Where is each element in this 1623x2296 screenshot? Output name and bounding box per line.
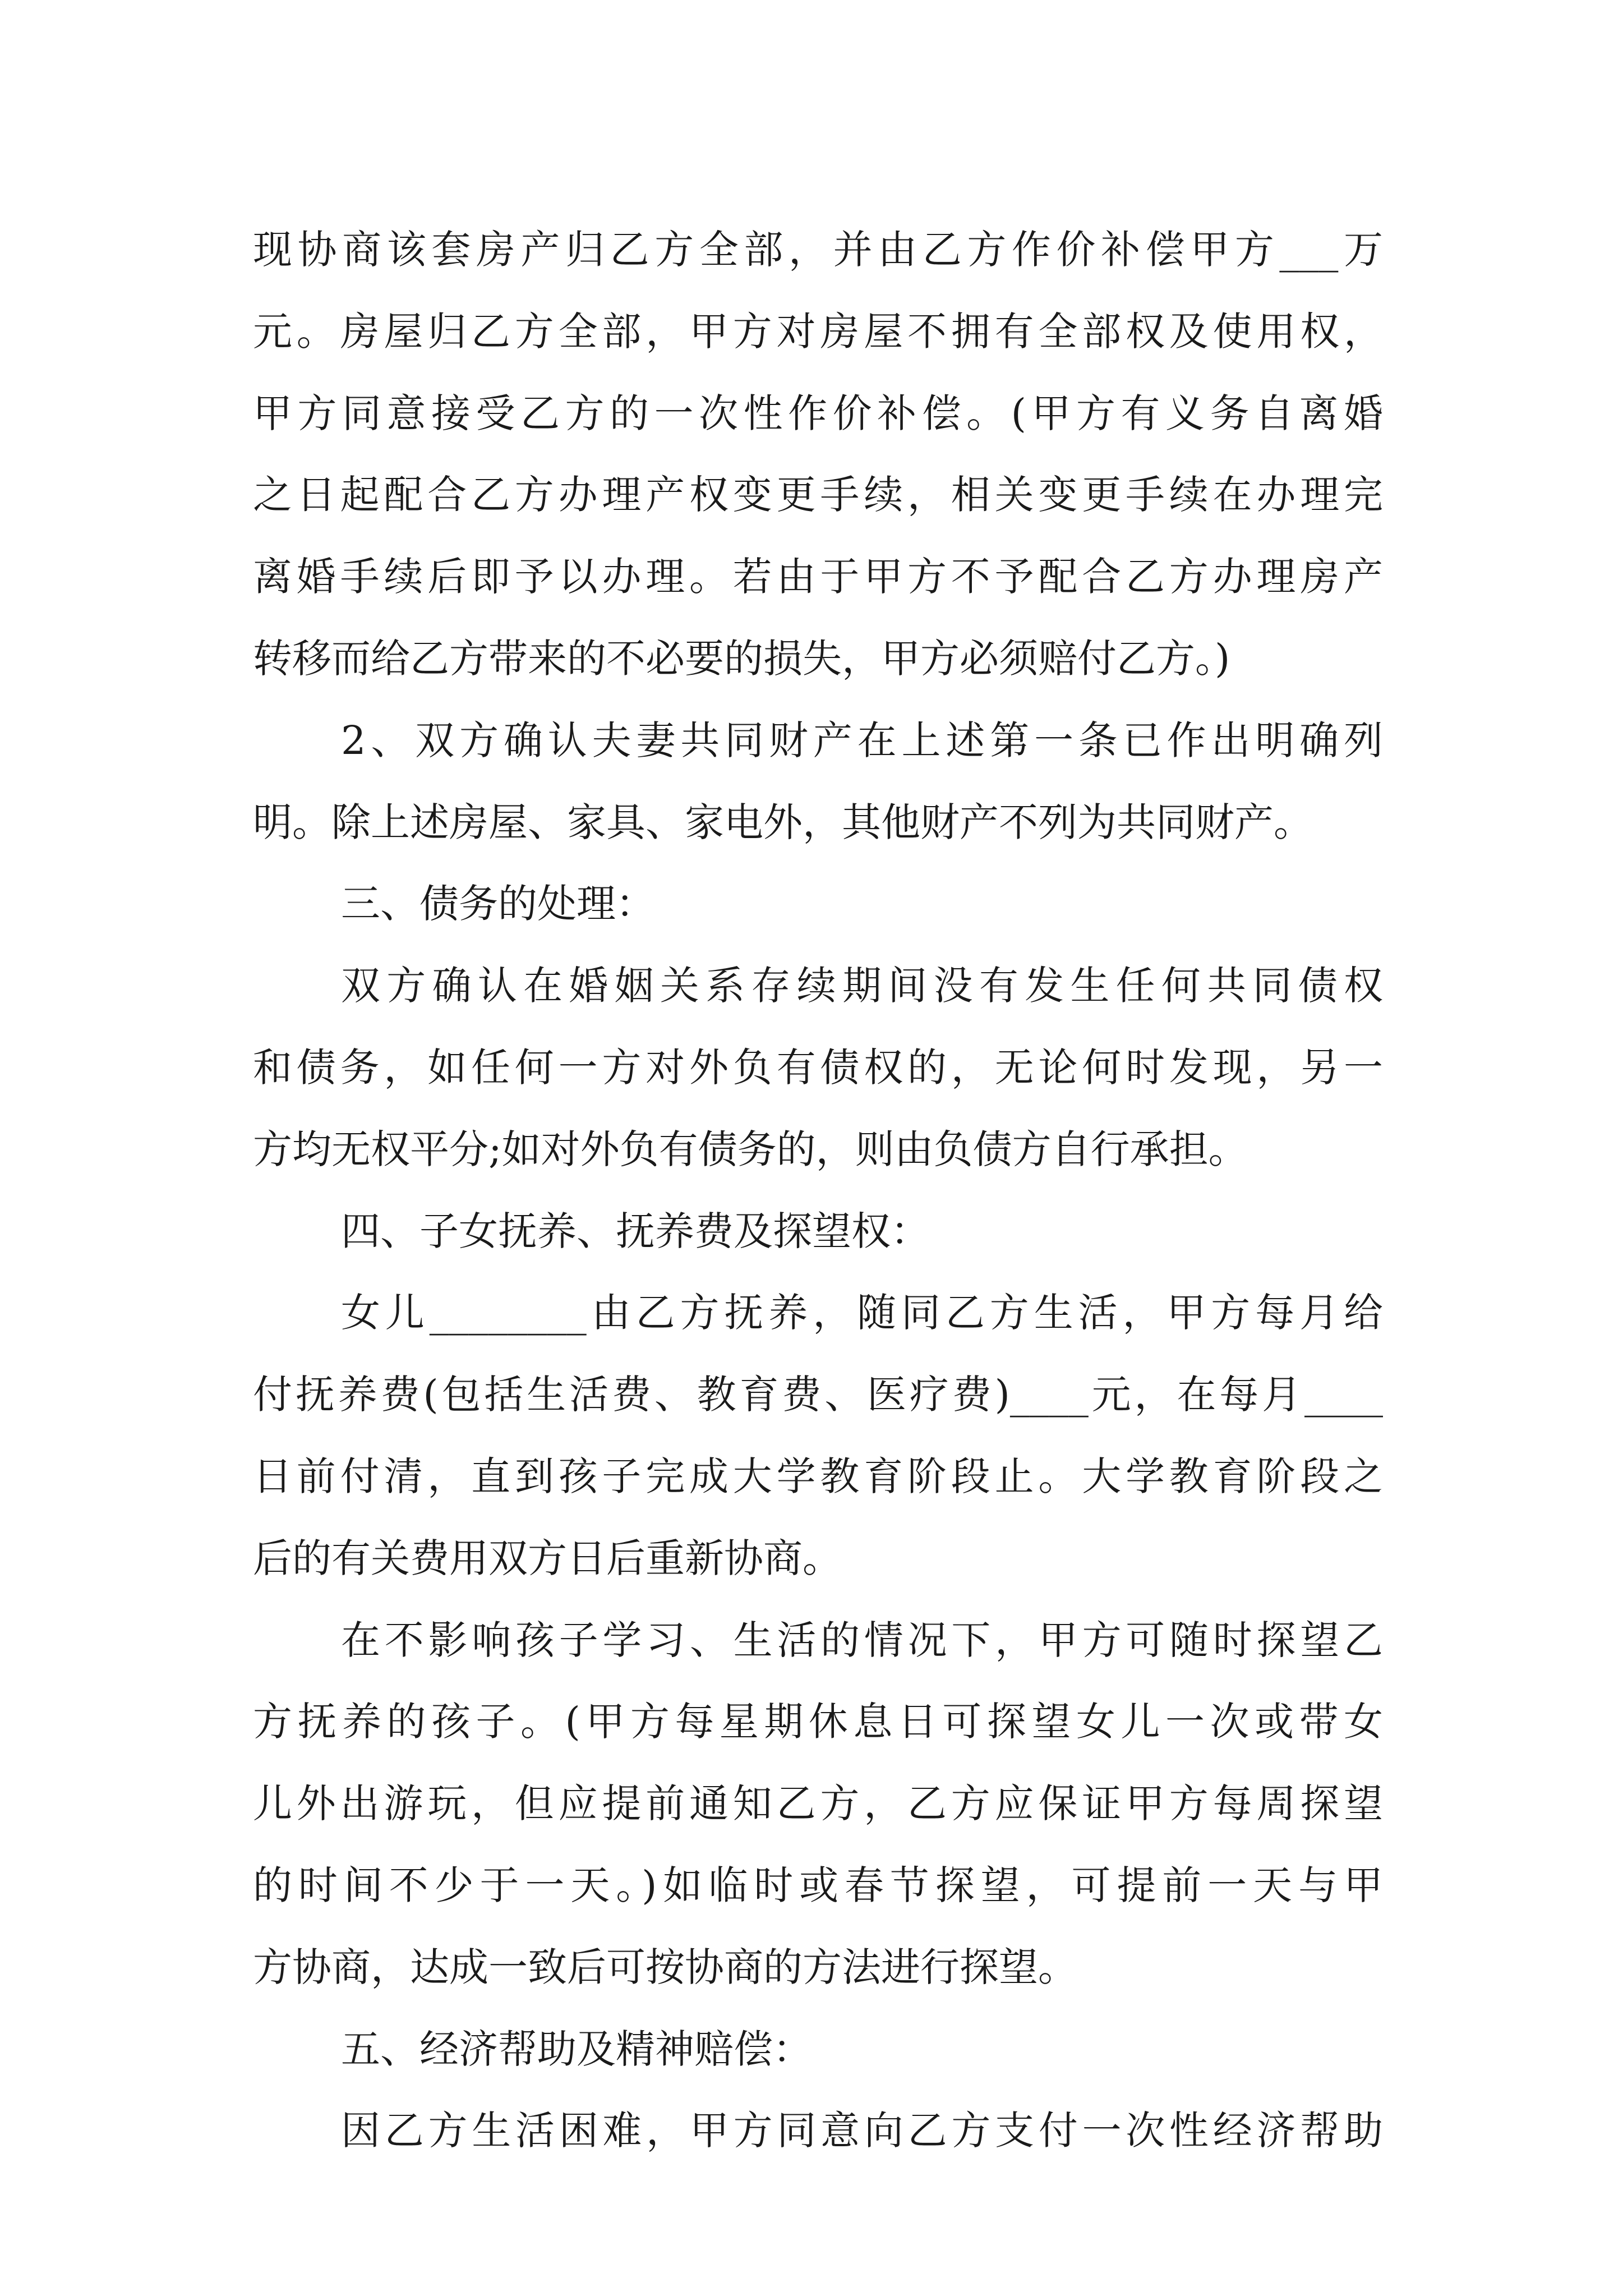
paragraph-child-support xyxy=(253,1272,1383,1599)
text-line: 在不影响孩子学习、生活的情况下，甲方可随时探望乙 xyxy=(341,1617,1383,1663)
text-line: 和债务，如任何一方对外负有债权的，无论何时发现，另一 xyxy=(253,1044,1383,1091)
text-line: 的时间不少于一天。)如临时或春节探望，可提前一天与甲 xyxy=(253,1862,1383,1908)
paragraph-property-settlement xyxy=(253,209,1383,700)
section-heading: 四、子女抚养、抚养费及探望权： xyxy=(341,1208,930,1254)
text-line: 双方确认在婚姻关系存续期间没有发生任何共同债权 xyxy=(341,963,1383,1009)
text-line: 方均无权平分;如对外负有债务的，则由负债方自行承担。 xyxy=(253,1126,1248,1172)
section-heading-child-support xyxy=(253,1191,1383,1273)
text-line: 2、双方确认夫妻共同财产在上述第一条已作出明确列 xyxy=(341,717,1383,763)
text-line: 之日起配合乙方办理产权变更手续，相关变更手续在办理完 xyxy=(253,472,1383,518)
text-line: 后的有关费用双方日后重新协商。 xyxy=(253,1535,842,1581)
paragraph-compensation xyxy=(253,2090,1383,2172)
text-line: 儿外出游玩，但应提前通知乙方，乙方应保证甲方每周探望 xyxy=(253,1780,1383,1827)
text-line: 付抚养费(包括生活费、教育费、医疗费)____元，在每月____ xyxy=(253,1372,1383,1418)
text-line: 转移而给乙方带来的不必要的损失，甲方必须赔付乙方。) xyxy=(253,635,1230,682)
section-heading: 三、债务的处理： xyxy=(341,881,655,927)
text-line: 因乙方生活困难，甲方同意向乙方支付一次性经济帮助 xyxy=(341,2108,1383,2154)
section-heading-debts xyxy=(253,863,1383,945)
text-line: 女儿________由乙方抚养，随同乙方生活，甲方每月给 xyxy=(341,1290,1383,1336)
document-body xyxy=(253,209,1383,2172)
text-line: 方协商，达成一致后可按协商的方法进行探望。 xyxy=(253,1944,1077,1990)
paragraph-visitation xyxy=(253,1600,1383,2009)
paragraph-debts xyxy=(253,945,1383,1190)
section-heading: 五、经济帮助及精神赔偿： xyxy=(341,2026,812,2072)
text-line: 元。房屋归乙方全部，甲方对房屋不拥有全部权及使用权， xyxy=(253,308,1383,355)
text-line: 方抚养的孩子。(甲方每星期休息日可探望女儿一次或带女 xyxy=(253,1699,1383,1745)
text-line: 离婚手续后即予以办理。若由于甲方不予配合乙方办理房产 xyxy=(253,554,1383,600)
text-line: 现协商该套房产归乙方全部，并由乙方作价补偿甲方___万 xyxy=(253,227,1383,273)
section-heading-compensation xyxy=(253,2009,1383,2091)
paragraph-joint-property xyxy=(253,700,1383,864)
text-line: 日前付清，直到孩子完成大学教育阶段止。大学教育阶段之 xyxy=(253,1453,1383,1499)
text-line: 明。除上述房屋、家具、家电外，其他财产不列为共同财产。 xyxy=(253,799,1313,845)
text-line: 甲方同意接受乙方的一次性作价补偿。(甲方有义务自离婚 xyxy=(253,390,1383,436)
